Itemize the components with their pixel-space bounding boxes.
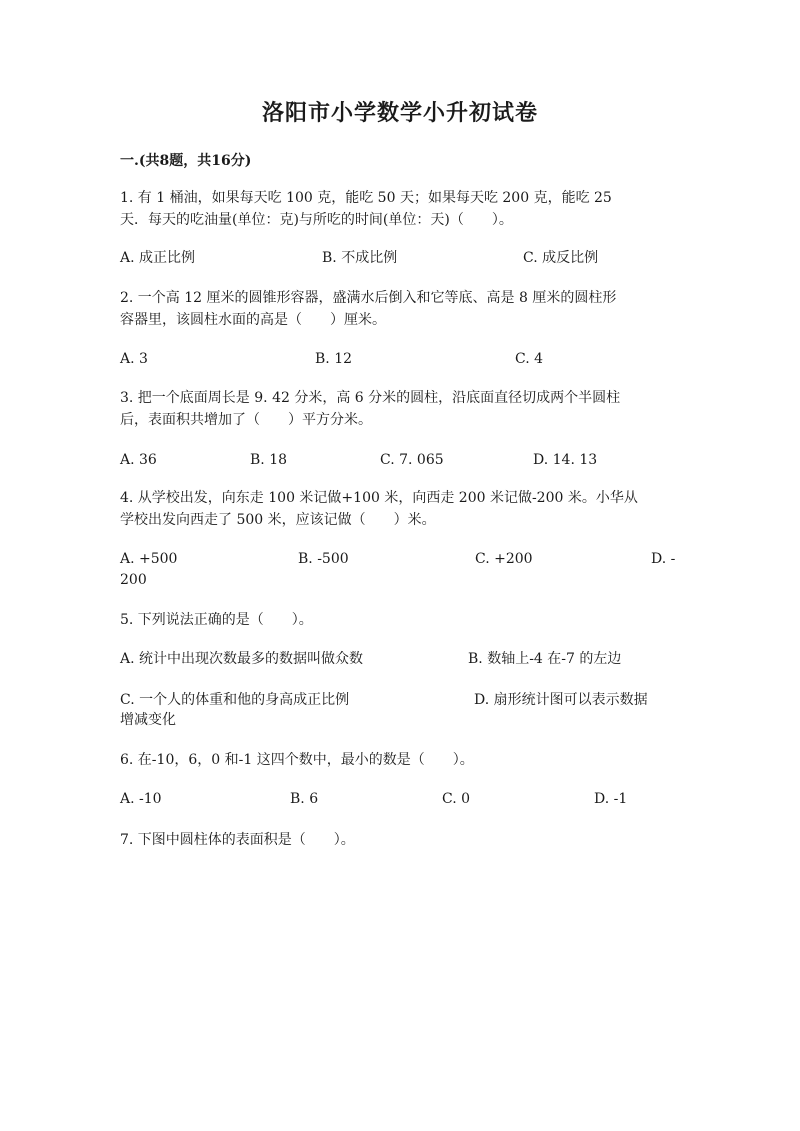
question-2-line-2: 容器里，该圆柱水面的高是（ ）厘米。 [120,312,386,328]
question-4-option-d: D. - [651,551,676,567]
question-4-option-a: A. +500 [120,551,178,567]
question-6-line-1: 6. 在-10，6，0 和-1 这四个数中，最小的数是（ ）。 [120,752,474,768]
question-6-option-a: A. -10 [120,791,162,807]
question-1-option-a: A. 成正比例 [120,250,196,266]
question-4-line-1: 4. 从学校出发，向东走 100 米记做+100 米，向西走 200 米记做-200 米。小华从 [120,490,638,506]
question-1-option-b: B. 不成比例 [322,250,398,266]
question-1-option-c: C. 成反比例 [523,250,599,266]
section-header: 一.(共8题，共16分) [120,153,252,169]
question-4-option-d-continued: 200 [120,572,147,588]
question-3-option-c: C. 7. 065 [380,452,444,468]
question-5-option-d-continued: 增减变化 [120,712,176,728]
question-6-option-b: B. 6 [290,791,319,807]
question-3-line-1: 3. 把一个底面周长是 9. 42 分米，高 6 分米的圆柱，沿底面直径切成两个半圆柱 [120,390,621,406]
question-6-option-d: D. -1 [594,791,628,807]
question-5-line-1: 5. 下列说法正确的是（ ）。 [120,612,313,628]
question-2-option-c: C. 4 [515,351,544,367]
question-2-line-1: 2. 一个高 12 厘米的圆锥形容器，盛满水后倒入和它等底、高是 8 厘米的圆柱形 [120,290,617,306]
question-3-option-b: B. 18 [250,452,288,468]
question-5-option-a: A. 统计中出现次数最多的数据叫做众数 [120,651,364,667]
question-3-option-d: D. 14. 13 [533,452,598,468]
question-1-line-1: 1. 有 1 桶油，如果每天吃 100 克，能吃 50 天；如果每天吃 200 克，能吃 25 [120,190,612,206]
question-1-line-2: 天．每天的吃油量(单位：克)与所吃的时间(单位：天)（ ）。 [120,212,513,228]
question-3-line-2: 后，表面积共增加了（ ）平方分米。 [120,412,372,428]
question-3-option-a: A. 36 [120,452,157,468]
question-6-option-c: C. 0 [442,791,471,807]
question-7-line-1: 7. 下图中圆柱体的表面积是（ ）。 [120,832,355,848]
question-4-option-c: C. +200 [475,551,533,567]
question-2-option-a: A. 3 [120,351,148,367]
question-4-line-2: 学校出发向西走了 500 米，应该记做（ ）米。 [120,512,436,528]
question-2-option-b: B. 12 [315,351,353,367]
question-5-option-c: C. 一个人的体重和他的身高成正比例 [120,692,350,708]
question-5-option-b: B. 数轴上-4 在-7 的左边 [468,651,622,667]
question-5-option-d: D. 扇形统计图可以表示数据 [474,692,648,708]
page-title: 洛阳市小学数学小升初试卷 [261,100,538,126]
question-4-option-b: B. -500 [298,551,349,567]
